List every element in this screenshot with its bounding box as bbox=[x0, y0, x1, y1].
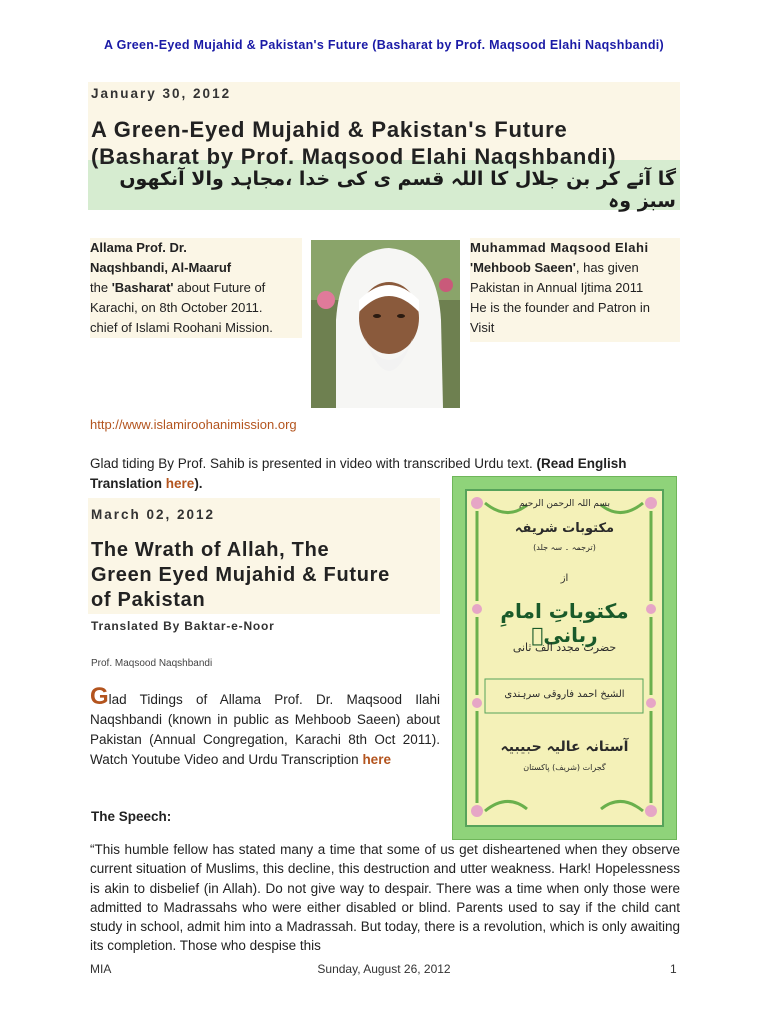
left-bio-line4: Karachi, on 8th October 2011. bbox=[90, 300, 263, 315]
left-bio-line1: Allama Prof. Dr. bbox=[90, 240, 187, 255]
left-bio-column bbox=[90, 238, 302, 338]
post2-date: March 02, 2012 bbox=[91, 507, 216, 522]
bismillah-text: بسم اللہ الرحمن الرحیم bbox=[519, 499, 610, 509]
left-bio-line3 bbox=[90, 278, 302, 298]
translated-by: Translated By Baktar-e-Noor bbox=[91, 619, 275, 633]
read-english-close: ). bbox=[194, 476, 203, 491]
left-bio-line5: chief of Islami Roohani Mission. bbox=[90, 320, 273, 335]
post1-title bbox=[91, 116, 681, 170]
book-line3: از bbox=[560, 573, 569, 584]
right-bio-line5: Visit bbox=[470, 320, 495, 335]
footer-date: Sunday, August 26, 2012 bbox=[317, 962, 451, 976]
basharat-bold: 'Basharat' bbox=[111, 280, 174, 295]
left-bio-line2: Naqshbandi, Al-Maaruf bbox=[90, 260, 232, 275]
post1-date: January 30, 2012 bbox=[91, 86, 232, 101]
floral-border-decoration bbox=[467, 491, 662, 825]
glad-tidings-paragraph bbox=[90, 683, 440, 770]
right-bio-line2 bbox=[470, 258, 680, 278]
book-line1: مکتوبات شریفہ bbox=[514, 521, 615, 536]
right-bio-line4: He is the founder and Patron in bbox=[470, 300, 650, 315]
book-subtitle: حضرت مجدد الف ثانی bbox=[512, 641, 617, 654]
book-cover-image bbox=[452, 476, 677, 840]
post2-title-line3: of Pakistan bbox=[91, 589, 206, 611]
book-author: الشیخ احمد فاروقی سرہندی bbox=[504, 689, 625, 700]
speech-paragraph: “This humble fellow has stated many a time that some of us get disheartened when they observe current situation of Muslims, this decline, this destruction and utter weakness. Hark! Hopelessness is akin to disbelief (in Allah). Do not give way to despair. There was a time when only those were admitted to Madrassahs who were either disabled or blind. Parents used to say if the child cant study in school, admit him into a Madrassah. But today, there is a revolution, which is only awaiting its completion. Those who despise this bbox=[90, 842, 680, 954]
book-line2: (ترجمہ ۔ سہ جلد) bbox=[533, 543, 596, 552]
book-place: گجرات (شریف) پاکستان bbox=[523, 763, 606, 772]
document-header: A Green-Eyed Mujahid & Pakistan's Future (Basharat by Prof. Maqsood Elahi Naqshbandi) bbox=[103, 38, 665, 52]
mehboob-saeen-bold: 'Mehboob Saeen' bbox=[470, 260, 576, 275]
left-bio-line3-post: about Future of bbox=[173, 280, 266, 295]
right-bio-column bbox=[470, 238, 680, 342]
portrait-photo bbox=[311, 240, 460, 408]
book-main-title: مکتوباتِ امامِ ربانیؒ bbox=[500, 599, 629, 647]
read-english-text: (Read English Translation bbox=[90, 456, 627, 491]
left-bio-line3-pre: the bbox=[90, 280, 112, 295]
post2-title-line2: Green Eyed Mujahid & Future bbox=[91, 564, 390, 586]
book-cover-frame bbox=[465, 489, 664, 827]
mission-website-link[interactable]: http://www.islamiroohanimission.org bbox=[90, 417, 297, 432]
urdu-title: گا آئے کر بن جلال کا اللہ قسم ی کی خدا ،مجاہد والا آنکھوں سبز وہ bbox=[119, 168, 676, 212]
speech-heading: The Speech: bbox=[91, 809, 172, 824]
right-bio-line2-post: , has given bbox=[575, 260, 639, 275]
glad-tiding-text: Glad tiding By Prof. Sahib is presented in video with transcribed Urdu text. bbox=[90, 456, 537, 471]
urdu-transcription-link[interactable]: here bbox=[362, 752, 391, 767]
author-caption: Prof. Maqsood Naqshbandi bbox=[91, 658, 213, 669]
book-publisher: آستانہ عالیہ حبیبیہ bbox=[500, 739, 629, 755]
post2-title-line1: The Wrath of Allah, The bbox=[91, 539, 330, 561]
right-bio-line1: Muhammad Maqsood Elahi bbox=[470, 240, 649, 255]
post1-title-line2: (Basharat by Prof. Maqsood Elahi Naqshbandi) bbox=[91, 144, 617, 169]
english-translation-link[interactable]: here bbox=[165, 476, 195, 491]
drop-cap: G bbox=[90, 683, 109, 710]
page-number: 1 bbox=[670, 962, 677, 976]
glad-tidings-text: lad Tidings of Allama Prof. Dr. Maqsood Ilahi Naqshbandi (known in public as Mehboob Saeen) about Pakistan (Annual Congregation, Karachi 8th Oct 2011). Watch Youtube Video and Urdu Transcription bbox=[90, 692, 440, 767]
post1-title-line1: A Green-Eyed Mujahid & Pakistan's Future bbox=[91, 117, 568, 142]
portrait-illustration bbox=[311, 240, 460, 408]
footer-left: MIA bbox=[90, 962, 112, 976]
right-bio-line3: Pakistan in Annual Ijtima 2011 bbox=[470, 280, 644, 295]
post2-title bbox=[91, 538, 436, 613]
